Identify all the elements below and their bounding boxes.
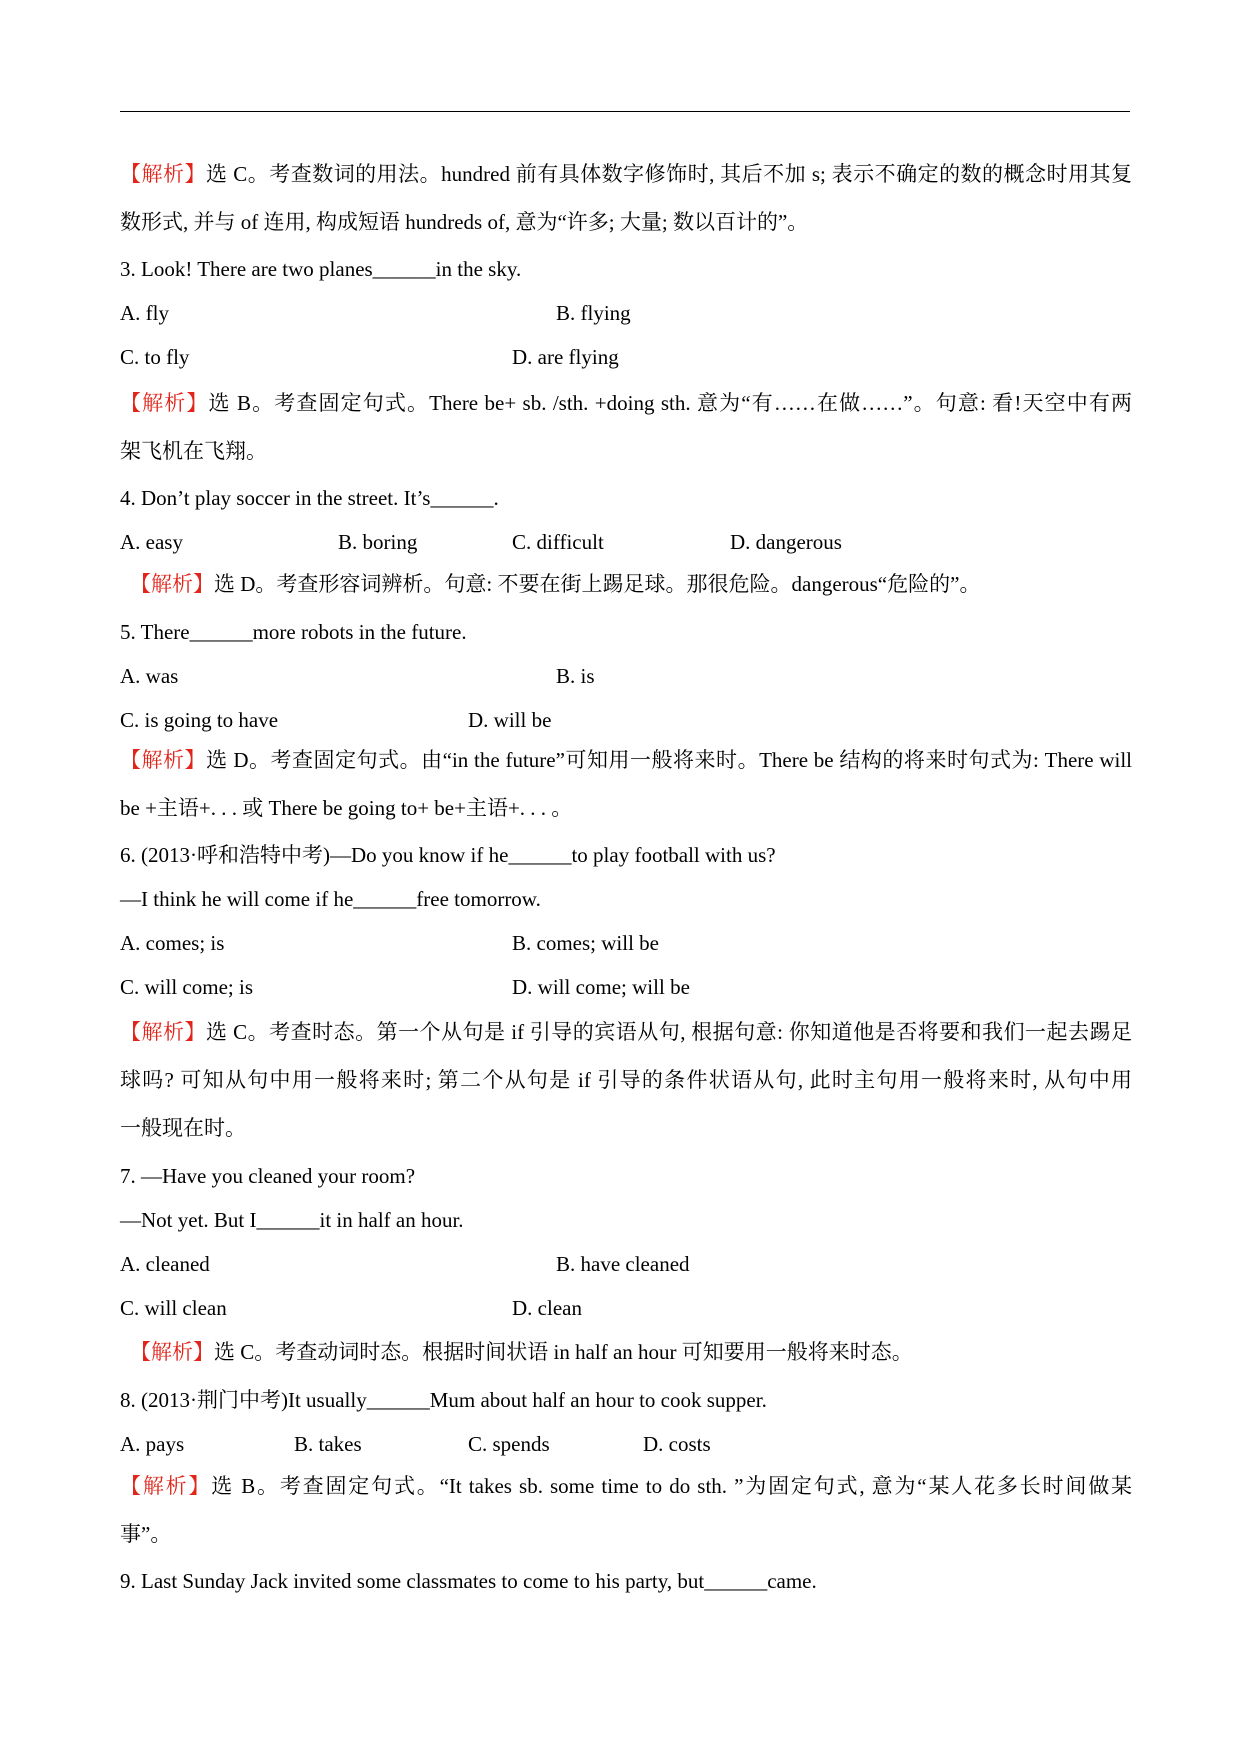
line-text: 选 C。考查动词时态。根据时间状语 in half an hour 可知要用一般将来时态。 [214, 1340, 913, 1364]
line-text: 3. Look! There are two planes______in the sky. [120, 257, 522, 281]
answer-option: D. will come; will be [512, 975, 690, 999]
line-text: 一般现在时。 [120, 1116, 246, 1140]
analysis-line [120, 747, 1132, 773]
answer-option: C. spends [468, 1432, 550, 1456]
answer-option: D. are flying [512, 345, 619, 369]
analysis-line [130, 571, 980, 597]
answer-option: D. dangerous [730, 530, 842, 554]
line-text: 选 C。考查数词的用法。hundred 前有具体数字修饰时, 其后不加 s; 表示不确定的数的概念时用其复 [205, 162, 1133, 186]
question-line [120, 1207, 464, 1233]
analysis-tag: 【解析】 [120, 391, 209, 415]
analysis-tag: 【解析】 [130, 572, 214, 596]
answer-option: C. will come; is [120, 975, 253, 999]
analysis-tag: 【解析】 [120, 162, 206, 186]
analysis-tag: 【解析】 [120, 1474, 212, 1498]
header-rule [120, 111, 1130, 112]
line-text: 选 D。考查固定句式。由“in the future”可知用一般将来时。There be 结构的将来时句式为: There will [206, 748, 1133, 772]
analysis-tag: 【解析】 [120, 1020, 206, 1044]
line-text: 选 D。考查形容词辨析。句意: 不要在街上踢足球。那很危险。dangerous“危险的”。 [214, 572, 981, 596]
answer-option: A. cleaned [120, 1252, 210, 1276]
answer-option: A. comes; is [120, 931, 225, 955]
line-text: 选 C。考查时态。第一个从句是 if 引导的宾语从句, 根据句意: 你知道他是否将要和我们一起去踢足 [205, 1020, 1133, 1044]
analysis-tag: 【解析】 [130, 1340, 214, 1364]
line-text: 数形式, 并与 of 连用, 构成短语 hundreds of, 意为“许多; 大量; 数以百计的”。 [120, 210, 809, 234]
line-text: 事”。 [120, 1522, 172, 1546]
line-text: be +主语+. . . 或 There be going to+ be+主语+. . . 。 [120, 796, 573, 820]
answer-option: B. takes [294, 1432, 362, 1456]
line-text: 架飞机在飞翔。 [120, 439, 267, 463]
answer-option: C. is going to have [120, 708, 279, 732]
answer-option: A. easy [120, 530, 183, 554]
line-text: 7. —Have you cleaned your room? [120, 1164, 416, 1188]
analysis-line [120, 1067, 1132, 1093]
analysis-line [120, 1115, 246, 1141]
answer-option: B. boring [338, 530, 418, 554]
question-line [120, 886, 541, 912]
answer-option: D. costs [643, 1432, 711, 1456]
answer-option: D. clean [512, 1296, 582, 1320]
analysis-line [120, 438, 267, 464]
answer-option: A. was [120, 664, 179, 688]
analysis-line [120, 1473, 1132, 1499]
line-text: 球吗? 可知从句中用一般将来时; 第二个从句是 if 引导的条件状语从句, 此时主句用一般将来时, 从句中用 [120, 1068, 1132, 1092]
answer-option: B. is [556, 664, 595, 688]
question-line [120, 1163, 415, 1189]
analysis-line [120, 390, 1132, 416]
line-text: 8. (2013·荆门中考)It usually______Mum about half an hour to cook supper. [120, 1388, 767, 1412]
question-line [120, 842, 776, 868]
answer-option: A. pays [120, 1432, 185, 1456]
line-text: 9. Last Sunday Jack invited some classmates to come to his party, but______came. [120, 1569, 817, 1593]
question-line [120, 619, 467, 645]
analysis-line [120, 161, 1132, 187]
answer-option: C. will clean [120, 1296, 227, 1320]
question-line [120, 485, 499, 511]
analysis-line [120, 209, 808, 235]
analysis-line [130, 1339, 913, 1365]
answer-option: B. flying [556, 301, 631, 325]
line-text: —Not yet. But I______it in half an hour. [120, 1208, 464, 1232]
analysis-line [120, 795, 572, 821]
answer-option: C. to fly [120, 345, 190, 369]
answer-option: B. comes; will be [512, 931, 659, 955]
question-line [120, 1568, 817, 1594]
line-text: 选 B。考查固定句式。“It takes sb. some time to do sth. ”为固定句式, 意为“某人花多长时间做某 [211, 1474, 1133, 1498]
analysis-line [120, 1521, 171, 1547]
analysis-tag: 【解析】 [120, 748, 207, 772]
line-text: 6. (2013·呼和浩特中考)—Do you know if he______to play football with us? [120, 843, 776, 867]
answer-option: A. fly [120, 301, 169, 325]
line-text: 选 B。考查固定句式。There be+ sb. /sth. +doing sth. 意为“有……在做……”。句意: 看!天空中有两 [208, 391, 1132, 415]
answer-option: B. have cleaned [556, 1252, 690, 1276]
question-line [120, 1387, 767, 1413]
line-text: 5. There______more robots in the future. [120, 620, 467, 644]
line-text: 4. Don’t play soccer in the street. It’s______. [120, 486, 499, 510]
line-text: —I think he will come if he______free tomorrow. [120, 887, 541, 911]
analysis-line [120, 1019, 1132, 1045]
question-line [120, 256, 521, 282]
answer-option: D. will be [468, 708, 552, 732]
answer-option: C. difficult [512, 530, 604, 554]
